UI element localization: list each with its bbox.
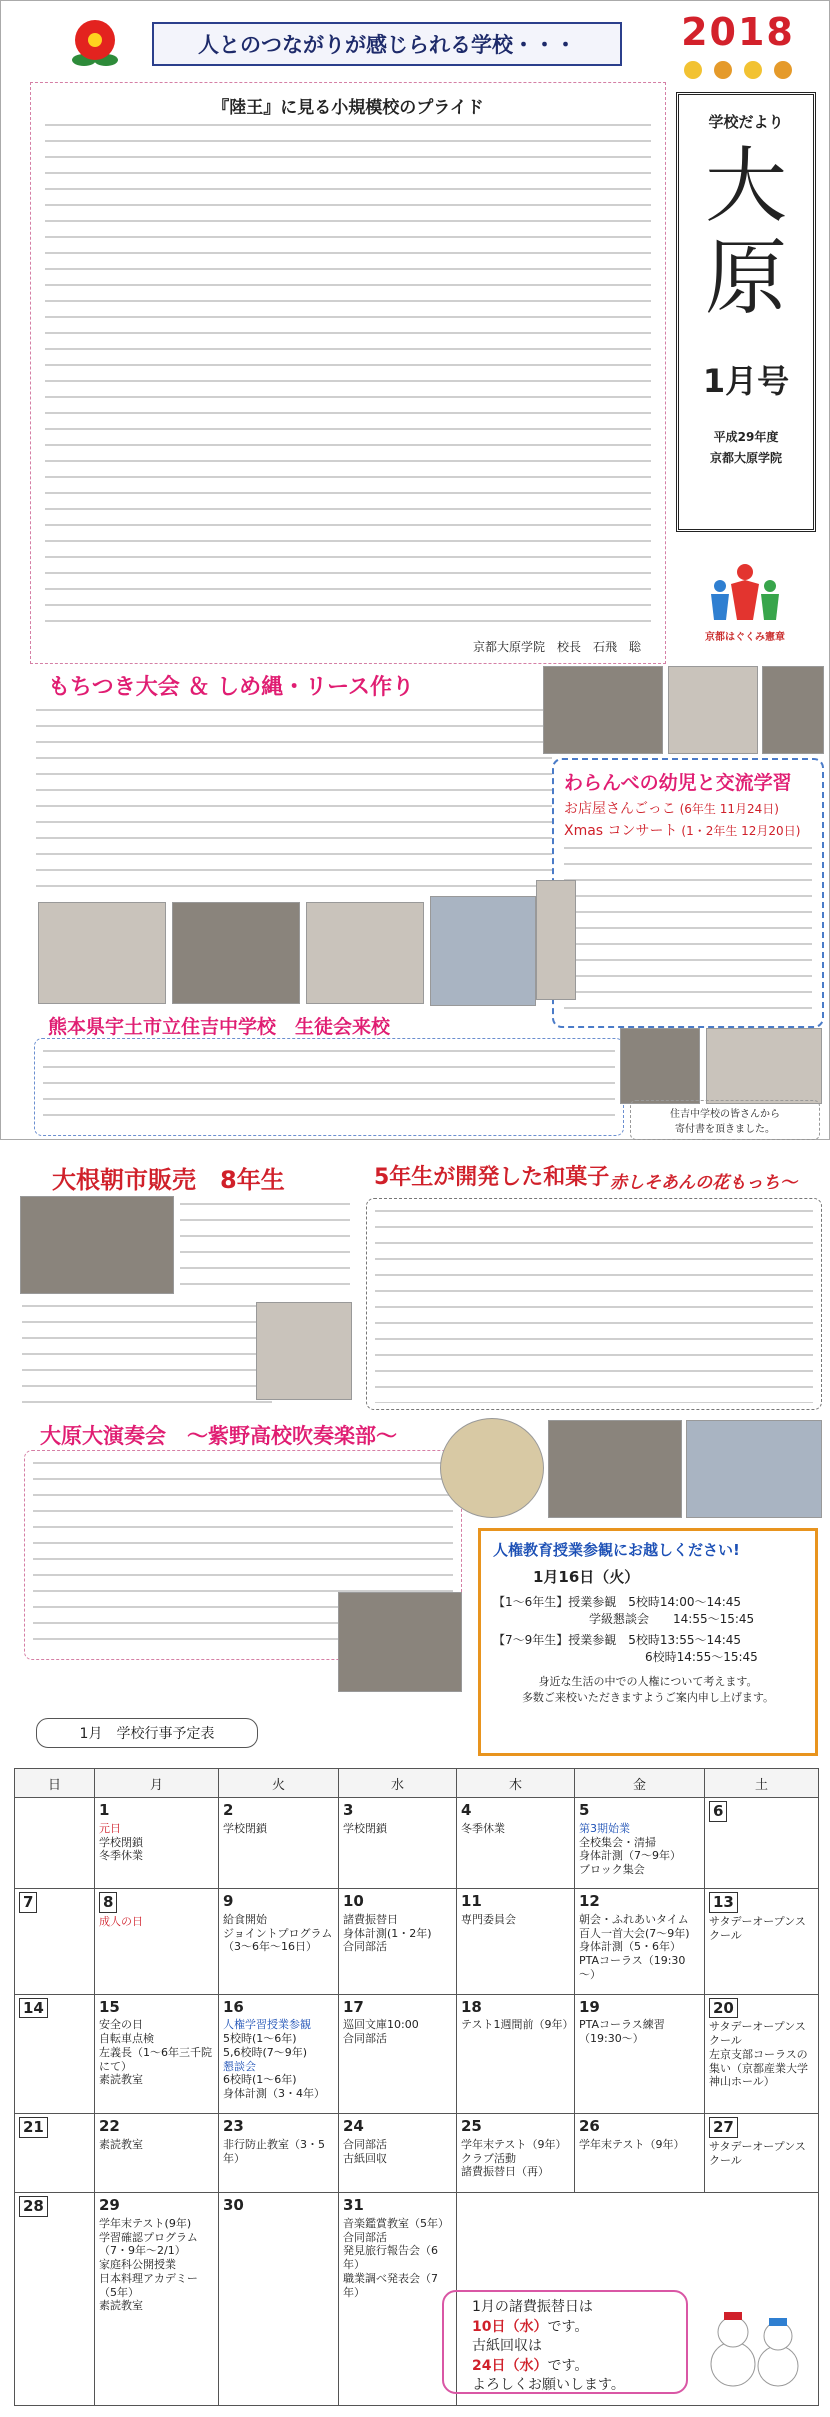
day-events: 諸費振替日 身体計測(1・2年) 合同部活 (343, 1912, 432, 1954)
calendar-day (575, 2114, 705, 2193)
weekday-header: 土 (705, 1769, 819, 1798)
calendar-day (575, 1994, 705, 2114)
calendar-day (219, 2193, 339, 2406)
calendar-day (219, 2114, 339, 2193)
snowman-icon (698, 2298, 808, 2394)
photo-kumamoto-1 (620, 1028, 700, 1104)
fiscal-year: 平成29年度 (713, 430, 779, 444)
school-name: 京都大原学院 (709, 451, 782, 465)
warabe-sub1: お店屋さんごっこ (564, 801, 676, 817)
jinken-date: 1月16日（火） (533, 1568, 640, 1586)
day-events: PTAコーラス練習（19:30～） (579, 2018, 665, 2046)
day-number: 4 (461, 1801, 472, 1819)
day-events: 5校時(1～6年) 5,6校時(7～9年) (223, 2032, 308, 2059)
weekday-header: 月 (95, 1769, 219, 1798)
logo-caption: 京都はぐくみ憲章 (705, 632, 785, 643)
warabe-sub2-date: (1・2年生 12月20日) (681, 824, 801, 838)
children-logo-icon (705, 562, 785, 624)
day-events: テスト1週間前（9年） (461, 2018, 574, 2032)
wagashi-box (366, 1198, 822, 1410)
principal-article-title: 『陸王』に見る小規模校のプライド (212, 98, 484, 118)
notice-line5: よろしくお願いします。 (472, 2377, 625, 2394)
day-events: 学年末テスト（9年） (579, 2137, 685, 2151)
photo-concert-1 (548, 1420, 682, 1518)
mochitsuki-body (36, 704, 552, 894)
calendar-day (339, 1994, 457, 2114)
day-events: 全校集会・清掃 身体計測（7～9年） ブロック集会 (579, 1835, 681, 1876)
newsletter-label: 学校だより (708, 113, 784, 131)
calendar-day (15, 1889, 95, 1994)
wagashi-product: 赤しそあんの花もっち～ (610, 1173, 797, 1193)
day-events: 学年末テスト(9年) 学習確認プログラム（7・9年～2/1） 家庭科公開授業 日本料理アカデミー（5年） 素読教室 (99, 2216, 198, 2313)
calendar-day (705, 2114, 819, 2193)
day-events: 学校閉鎖 (343, 1821, 387, 1835)
mochitsuki-title: もちつき大会 ＆ しめ縄・リース作り (48, 675, 414, 700)
photo-kumamoto-2 (706, 1028, 822, 1104)
day-number: 3 (343, 1801, 354, 1819)
day-number: 9 (223, 1892, 234, 1911)
day-number: 17 (343, 1997, 364, 2016)
jinken-line4: 6校時14:55～15:45 (645, 1650, 758, 1664)
warabe-box (552, 758, 824, 1028)
day-events: 素読教室 (99, 2137, 143, 2151)
photo-wagashi-product (440, 1418, 544, 1518)
photo-mochitsuki-7 (430, 896, 536, 1006)
newsletter-title-1: 大 (704, 139, 787, 234)
photo-mochitsuki-6 (306, 902, 424, 1004)
principal-article (30, 82, 666, 664)
highlight-event: 人権学習授業参観 (223, 2018, 311, 2032)
calendar-day (339, 2114, 457, 2193)
highlight-event: 第3期始業 (579, 1821, 630, 1835)
day-events: 学校閉鎖 (223, 1821, 267, 1835)
notice-line3: 古紙回収は (472, 2338, 542, 2355)
slogan-text: 人とのつながりが感じられる学校・・・ (198, 33, 576, 57)
calendar-day (15, 2114, 95, 2193)
day-events: サタデーオープンスクール (709, 2139, 806, 2167)
day-number: 2 (223, 1801, 234, 1819)
kumamoto-caption-2: 寄付書を頂きました。 (675, 1124, 775, 1135)
kumamoto-body (43, 1045, 615, 1129)
issue-label: 1月号 (702, 362, 790, 400)
jinken-note2: 多数ご来校いただきますようご案内申し上げます。 (521, 1691, 775, 1704)
kumamoto-title: 熊本県宇土市立住吉中学校 生徒会来校 (48, 1016, 391, 1038)
notice-date2: 24日（水） (472, 2357, 548, 2374)
warabe-sub1-date: (6年生 11月24日) (679, 802, 779, 816)
day-number: 27 (709, 2117, 814, 2138)
photo-concert-3 (338, 1592, 462, 1692)
kumamoto-caption-box (630, 1100, 820, 1140)
calendar-day (457, 1889, 575, 1994)
day-number: 23 (223, 2117, 244, 2136)
warabe-sub2: Xmas コンサート (564, 823, 678, 839)
calendar-week (15, 1994, 819, 2114)
calendar-day (219, 1994, 339, 2114)
slogan-banner (152, 22, 622, 66)
notice-date1: 10日（水） (472, 2318, 548, 2335)
calendar-week (15, 1889, 819, 1994)
calendar-day (219, 1889, 339, 1994)
highlight-event: 懇談会 (223, 2059, 256, 2073)
calendar-day (457, 1798, 575, 1889)
calendar-day (95, 1994, 219, 2114)
year-badge: 2018 (681, 10, 795, 54)
calendar-day (457, 2114, 575, 2193)
day-number: 12 (579, 1892, 600, 1911)
day-number: 11 (461, 1892, 482, 1911)
camellia-icon (66, 14, 124, 72)
calendar-day (575, 1798, 705, 1889)
day-number: 5 (579, 1801, 590, 1819)
day-number: 20 (709, 1998, 814, 2019)
calendar-title: 1月 学校行事予定表 (36, 1718, 258, 1748)
day-number: 16 (223, 1997, 244, 2016)
day-number: 29 (99, 2196, 120, 2215)
day-number: 10 (343, 1892, 364, 1911)
day-number: 13 (709, 1892, 814, 1913)
photo-mochitsuki-3 (762, 666, 824, 754)
asaichi-title: 大根朝市販売 8年生 (52, 1166, 285, 1194)
day-number: 15 (99, 1997, 120, 2016)
day-events: 給食開始 ジョイントプログラム（3～6年～16日） (223, 1912, 333, 1954)
day-events: 音楽鑑賞教室（5年） 合同部活 発見旅行報告会（6年） 職業調べ発表会（7年） (343, 2216, 449, 2299)
warabe-title: わらんべの幼児と交流学習 (564, 772, 792, 794)
calendar-week (15, 2114, 819, 2193)
day-number: 24 (343, 2117, 364, 2136)
day-number: 14 (19, 1998, 90, 2019)
day-events: 巡回文庫10:00 合同部活 (343, 2018, 419, 2046)
day-number: 31 (343, 2196, 364, 2215)
kumamoto-caption-1: 住吉中学校の皆さんから (670, 1109, 780, 1120)
calendar-day (339, 1798, 457, 1889)
day-events: 学校閉鎖 冬季休業 (99, 1835, 143, 1863)
jinken-note1: 身近な生活の中での人権について考えます。 (538, 1675, 758, 1688)
weekday-header: 日 (15, 1769, 95, 1798)
photo-mochitsuki-5 (172, 902, 300, 1004)
day-number: 1 (99, 1801, 110, 1819)
calendar-day (95, 2193, 219, 2406)
calendar-day (95, 1889, 219, 1994)
day-events: 6校時(1～6年) 身体計測（3・4年） (223, 2073, 325, 2101)
notice-line2: です。 (547, 2318, 589, 2335)
calendar-day (705, 1994, 819, 2114)
year-decoration (678, 58, 798, 82)
weekday-header: 木 (457, 1769, 575, 1798)
wagashi-body (375, 1205, 813, 1403)
jinken-title: 人権教育授業参観にお越しください! (493, 1541, 740, 1559)
calendar-day (575, 1889, 705, 1994)
calendar-day (457, 1994, 575, 2114)
day-number: 30 (223, 2196, 244, 2215)
day-events: 専門委員会 (461, 1912, 516, 1926)
wagashi-title: 5年生が開発した和菓子 (374, 1165, 610, 1190)
day-events: 合同部活 古紙回収 (343, 2137, 387, 2165)
holiday-label: 元日 (99, 1821, 121, 1835)
day-events: 非行防止教室（3・5年） (223, 2137, 325, 2165)
holiday-label: 成人の日 (99, 1914, 143, 1928)
concert-title: 大原大演奏会 ～紫野高校吹奏楽部～ (40, 1424, 397, 1448)
notice-line1: 1月の諸費振替日は (472, 2299, 593, 2315)
weekday-header: 火 (219, 1769, 339, 1798)
calendar-day (95, 2114, 219, 2193)
photo-warabe-1 (536, 880, 576, 1000)
kumamoto-box (34, 1038, 624, 1136)
hagukumi-logo (690, 562, 800, 652)
asaichi-body-1 (180, 1198, 350, 1298)
calendar-notice (442, 2290, 688, 2394)
photo-asaichi-2 (256, 1302, 352, 1400)
calendar-day (339, 2193, 457, 2406)
calendar-day (339, 1889, 457, 1994)
day-number: 19 (579, 1997, 600, 2016)
calendar-day (705, 1798, 819, 1889)
notice-line4: です。 (547, 2357, 589, 2374)
day-number: 25 (461, 2117, 482, 2136)
calendar-week (15, 1798, 819, 1889)
jinken-line2: 学級懇談会 14:55～15:45 (589, 1612, 755, 1626)
calendar-day (219, 1798, 339, 1889)
calendar-day (705, 1889, 819, 1994)
day-events: 冬季休業 (461, 1821, 505, 1835)
day-number: 21 (19, 2117, 90, 2138)
principal-signature: 京都大原学院 校長 石飛 聡 (472, 640, 641, 654)
principal-article-body (45, 119, 651, 629)
day-number: 22 (99, 2117, 120, 2136)
day-events: 学年末テスト（9年） クラブ活動 諸費振替日（再） (461, 2137, 567, 2179)
photo-mochitsuki-2 (668, 666, 758, 754)
weekday-header: 水 (339, 1769, 457, 1798)
day-number: 8 (99, 1892, 214, 1913)
day-number: 18 (461, 1997, 482, 2016)
photo-mochitsuki-4 (38, 902, 166, 1004)
jinken-line3: 【7～9年生】授業参観 5校時13:55～14:45 (493, 1633, 742, 1647)
day-events: 朝会・ふれあいタイム 百人一首大会(7～9年) 身体計測（5・6年） PTAコーラス（19:30～） (579, 1912, 690, 1981)
weekday-header: 金 (575, 1769, 705, 1798)
day-events: サタデーオープンスクール 左京支部コーラスの集い（京都産業大学神山ホール） (709, 2020, 808, 2089)
photo-concert-2 (686, 1420, 822, 1518)
day-number: 28 (19, 2196, 90, 2217)
newsletter-title-2: 原 (704, 231, 787, 326)
calendar-day (15, 1994, 95, 2114)
day-number: 6 (709, 1801, 814, 1822)
warabe-body (564, 842, 812, 1018)
calendar-day (15, 2193, 95, 2406)
day-events: 安全の日 自転車点検 左義長（1～6年三千院にて） 素読教室 (99, 2018, 212, 2087)
day-number: 7 (19, 1892, 90, 1913)
jinken-line1: 【1～6年生】授業参観 5校時14:00～14:45 (493, 1595, 742, 1609)
calendar-day (15, 1798, 95, 1889)
day-number: 26 (579, 2117, 600, 2136)
jinken-box (478, 1528, 818, 1756)
photo-mochitsuki-1 (543, 666, 663, 754)
day-events: サタデーオープンスクール (709, 1914, 806, 1942)
calendar-day (95, 1798, 219, 1889)
photo-asaichi-1 (20, 1196, 174, 1294)
asaichi-body-2 (22, 1300, 272, 1408)
newsletter-title-box (676, 92, 816, 532)
